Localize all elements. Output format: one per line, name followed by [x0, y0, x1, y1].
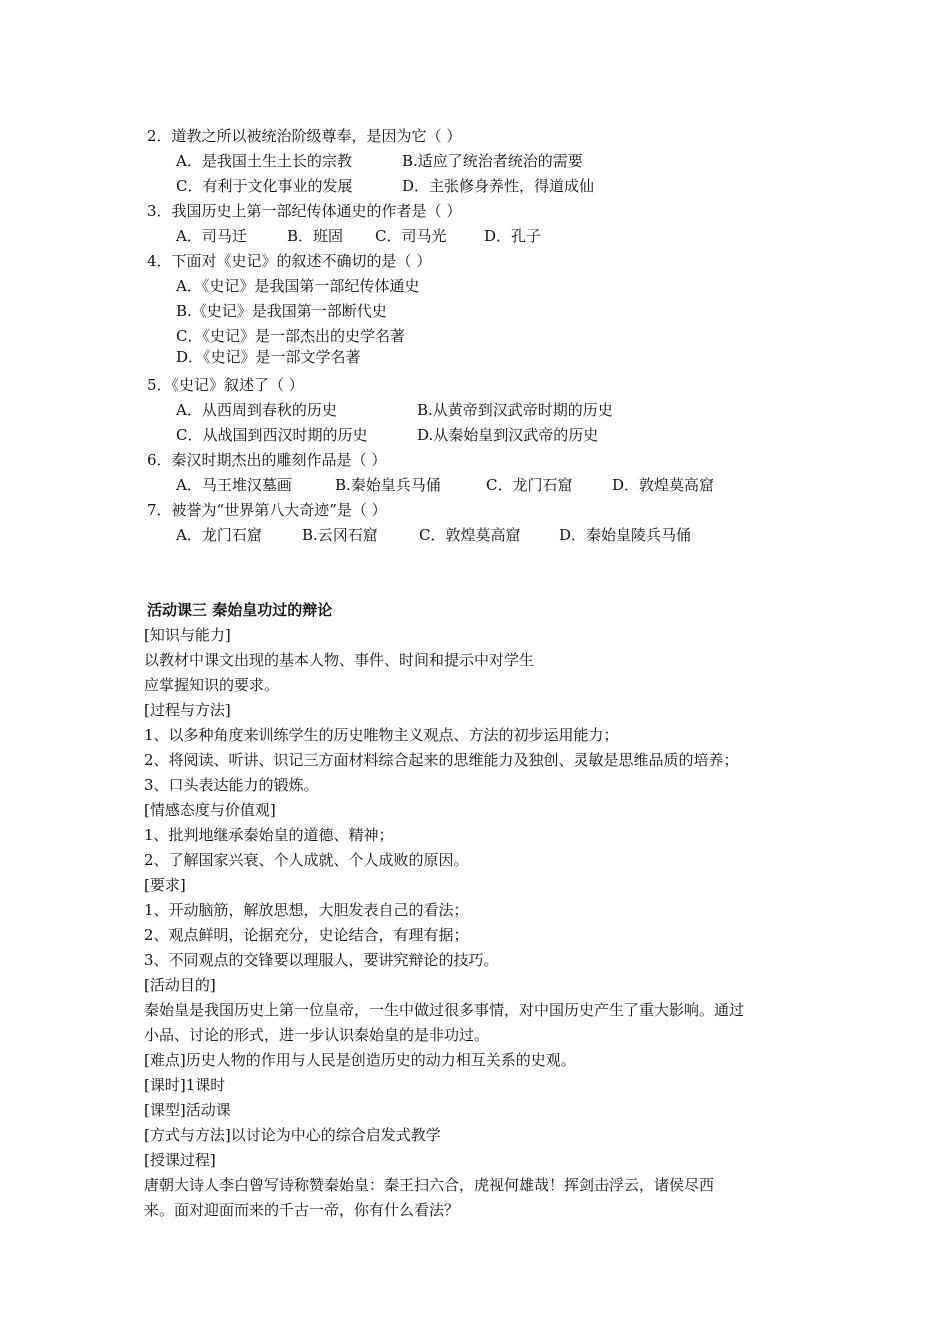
question-3-row-1 — [176, 226, 541, 246]
section-line: [过程与方法] — [144, 701, 231, 719]
section-line: 2、了解国家兴衰、个人成就、个人成败的原因。 — [144, 851, 469, 869]
option: D．敦煌莫高窟 — [612, 476, 715, 494]
option: B.从黄帝到汉武帝时期的历史 — [417, 401, 613, 419]
section-line: [活动目的] — [144, 976, 216, 994]
option: B．班固 — [287, 227, 344, 245]
question-4-option-c: C．《史记》是一部杰出的史学名著 — [176, 327, 405, 345]
option: C．从战国到西汉时期的历史 — [176, 426, 368, 444]
section-line: [方式与方法]以讨论为中心的综合启发式教学 — [144, 1126, 441, 1144]
option: C．司马光 — [375, 227, 447, 245]
option: B.秦始皇兵马俑 — [335, 476, 441, 494]
section-line: [要求] — [144, 876, 186, 894]
option: A．司马迁 — [176, 227, 247, 245]
option: A．龙门石窟 — [176, 526, 262, 544]
section-line: [课型]活动课 — [144, 1101, 231, 1119]
section-line: 1、批判地继承秦始皇的道德、精神； — [144, 826, 394, 844]
section-line: 以教材中课文出现的基本人物、事件、时间和提示中对学生 — [144, 651, 535, 669]
question-6-stem: 6．秦汉时期杰出的雕刻作品是（ ） — [147, 451, 387, 469]
section-line: 来。面对迎面而来的千古一帝，你有什么看法？ — [144, 1201, 460, 1219]
question-4-stem: 4．下面对《史记》的叙述不确切的是（ ） — [147, 252, 432, 270]
option: D．秦始皇陵兵马俑 — [559, 526, 692, 544]
section-line: [情感态度与价值观] — [144, 801, 276, 819]
question-6-row-1 — [176, 475, 714, 495]
section-line: 2、观点鲜明，论据充分，史论结合，有理有据； — [144, 926, 469, 944]
option: A．马王堆汉墓画 — [176, 476, 292, 494]
option: C．敦煌莫高窟 — [419, 526, 521, 544]
option: B.云冈石窟 — [302, 526, 378, 544]
section-line: 3、不同观点的交锋要以理服人，要讲究辩论的技巧。 — [144, 951, 499, 969]
question-4-option-b: B.《史记》是我国第一部断代史 — [176, 302, 387, 320]
section-line: 秦始皇是我国历史上第一位皇帝，一生中做过很多事情，对中国历史产生了重大影响。通过 — [144, 1001, 745, 1019]
question-7-stem: 7．被誉为“世界第八大奇迹”是（ ） — [147, 501, 387, 519]
section-line: 唐朝大诗人李白曾写诗称赞秦始皇：秦王扫六合，虎视何雄哉！挥剑击浮云，诸侯尽西 — [144, 1176, 715, 1194]
question-2-row-2 — [176, 176, 594, 196]
section-line: 1、开动脑筋，解放思想，大胆发表自己的看法； — [144, 901, 469, 919]
section-line: 2、将阅读、听讲、识记三方面材料综合起来的思维能力及独创、灵敏是思维品质的培养； — [144, 751, 739, 769]
question-5-stem: 5．《史记》叙述了（ ） — [147, 376, 304, 394]
option: D．孔子 — [484, 227, 542, 245]
section-line: [难点]历史人物的作用与人民是创造历史的动力相互关系的史观。 — [144, 1051, 576, 1069]
section-line: 应掌握知识的要求。 — [144, 676, 280, 694]
question-2-stem: 2．道教之所以被统治阶级尊奉，是因为它（ ） — [147, 127, 462, 145]
question-5-row-1 — [176, 400, 613, 420]
section-line: [知识与能力] — [144, 626, 231, 644]
question-2-row-1 — [176, 151, 583, 171]
option: A．从西周到春秋的历史 — [176, 401, 337, 419]
question-4-option-d: D．《史记》是一部文学名著 — [176, 348, 361, 366]
option: C．龙门石窟 — [486, 476, 573, 494]
question-4-option-a: A．《史记》是我国第一部纪传体通史 — [176, 277, 420, 295]
option: D．主张修身养性，得道成仙 — [402, 177, 595, 195]
option: C．有利于文化事业的发展 — [176, 177, 353, 195]
question-5-row-2 — [176, 425, 598, 445]
question-7-row-1 — [176, 525, 691, 545]
section-line: 3、口头表达能力的锻炼。 — [144, 776, 319, 794]
section-title: 活动课三 秦始皇功过的辩论 — [147, 601, 333, 619]
section-line: [课时]1课时 — [144, 1076, 226, 1094]
option: B.适应了统治者统治的需要 — [402, 152, 583, 170]
section-line: [授课过程] — [144, 1151, 216, 1169]
question-3-stem: 3．我国历史上第一部纪传体通史的作者是（ ） — [147, 202, 462, 220]
section-line: 小品、讨论的形式，进一步认识秦始皇的是非功过。 — [144, 1026, 490, 1044]
option: A．是我国土生土长的宗教 — [176, 152, 352, 170]
option: D.从秦始皇到汉武帝的历史 — [417, 426, 599, 444]
section-line: 1、以多种角度来训练学生的历史唯物主义观点、方法的初步运用能力； — [144, 726, 619, 744]
